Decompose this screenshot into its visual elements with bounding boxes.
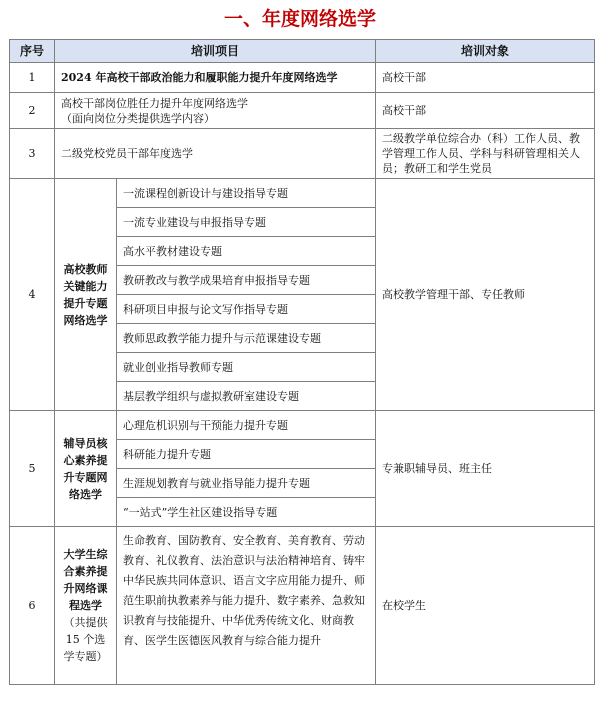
row-audience: 高校教学管理干部、专任教师 [376, 179, 595, 411]
row-category [55, 527, 117, 685]
row-category: 辅导员核心素养提升专题网络选学 [55, 411, 117, 527]
project-year: 2024 [61, 71, 92, 84]
page-title: 一、年度网络选学 [223, 8, 376, 30]
sub-item: 教研教改与教学成果培育申报指导专题 [117, 266, 376, 295]
category-title: 大学生综合素养提升网络课程选学 [63, 548, 108, 612]
sub-item: 基层教学组织与虚拟教研室建设专题 [117, 382, 376, 411]
row-project [55, 63, 376, 93]
table-row [10, 527, 595, 685]
row-seq: 6 [10, 527, 55, 685]
table-row [10, 129, 595, 179]
row-audience: 专兼职辅导员、班主任 [376, 411, 595, 527]
sub-item: 教师思政教学能力提升与示范课建设专题 [117, 324, 376, 353]
project-line: （面向岗位分类提供选学内容） [61, 111, 215, 125]
sub-item: 就业创业指导教师专题 [117, 353, 376, 382]
table-row [10, 411, 595, 440]
table-row [10, 179, 595, 208]
row-category: 高校教师关键能力提升专题网络选学 [55, 179, 117, 411]
sub-item: 一流课程创新设计与建设指导专题 [117, 179, 376, 208]
row-project [55, 93, 376, 129]
project-title: 年高校干部政治能力和履职能力提升年度网络选学 [91, 71, 338, 84]
sub-item: 一流专业建设与申报指导专题 [117, 208, 376, 237]
sub-item: 心理危机识别与干预能力提升专题 [117, 411, 376, 440]
row-audience: 二级教学单位综合办（科）工作人员、教学管理工作人员、学科与科研管理相关人员；教研工和学生党员 [376, 129, 595, 179]
table-row [10, 63, 595, 93]
training-table [9, 39, 595, 685]
sub-item: 高水平教材建设专题 [117, 237, 376, 266]
sub-item: 科研能力提升专题 [117, 440, 376, 469]
project-line: 高校干部岗位胜任力提升年度网络选学 [61, 96, 248, 110]
table-row [10, 93, 595, 129]
row-seq: 5 [10, 411, 55, 527]
sub-item: 科研项目申报与论文写作指导专题 [117, 295, 376, 324]
header-audience: 培训对象 [376, 40, 595, 63]
sub-item: 生涯规划教育与就业指导能力提升专题 [117, 469, 376, 498]
row-content: 生命教育、国防教育、安全教育、美育教育、劳动教育、礼仪教育、法治意识与法治精神培育、铸牢中华民族共同体意识、语言文字应用能力提升、师范生职前执教素养与能力提升、数字素养、急救知识教育与技能提升、中华优秀传统文化、财商教育、医学生医德医风教育与综合能力提升 [117, 527, 376, 685]
row-seq: 3 [10, 129, 55, 179]
row-audience: 在校学生 [376, 527, 595, 685]
row-seq: 4 [10, 179, 55, 411]
table-header-row [10, 40, 595, 63]
category-note: （共提供 15 个选学专题） [63, 616, 108, 663]
row-audience: 高校干部 [376, 93, 595, 129]
row-audience: 高校干部 [376, 63, 595, 93]
header-seq: 序号 [10, 40, 55, 63]
header-project: 培训项目 [55, 40, 376, 63]
row-seq: 1 [10, 63, 55, 93]
row-project: 二级党校党员干部年度选学 [55, 129, 376, 179]
row-seq: 2 [10, 93, 55, 129]
sub-item: “一站式”学生社区建设指导专题 [117, 498, 376, 527]
